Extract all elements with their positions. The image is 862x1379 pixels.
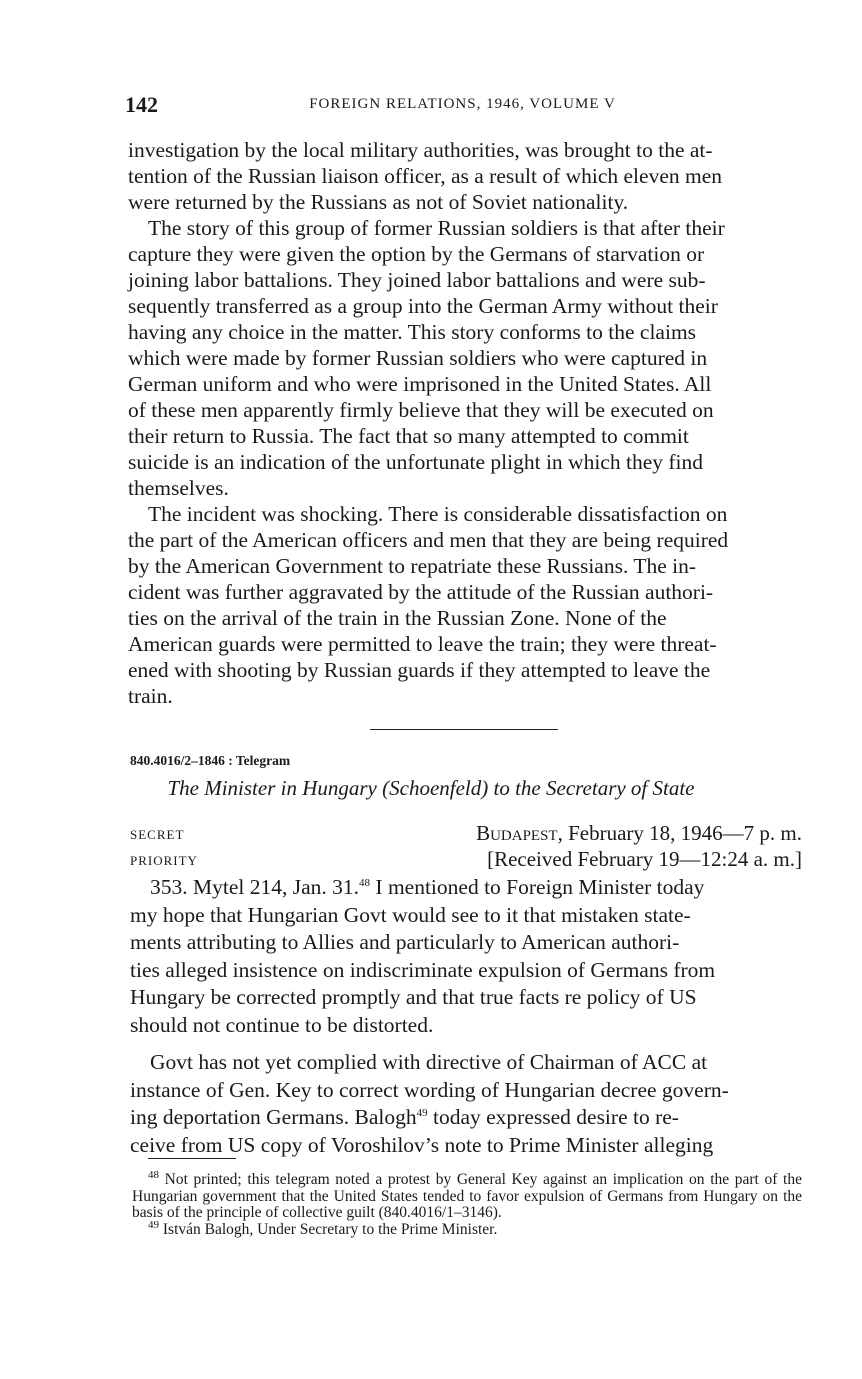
text-line: joining labor battalions. They joined labor battalions and were sub- [128, 268, 706, 292]
text-line: Govt has not yet complied with directive of Chairman of ACC at [150, 1050, 708, 1074]
footnote-text: Not printed; this telegram noted a protest by General Key against an implication on the part of the Hungarian government that the United States tended to favor expulsion of Germans from Hungary on the basis of the principle of collective guilt (840.4016/1–3146). [132, 1171, 802, 1221]
text-line: were returned by the Russians as not of Soviet nationality. [128, 190, 629, 214]
text-line: I mentioned to Foreign Minister today [370, 875, 705, 899]
caption-name: Schoenfeld [389, 776, 482, 800]
text-line: American guards were permitted to leave the train; they were threat- [128, 632, 717, 656]
priority-row [130, 847, 802, 873]
footnote-49 [132, 1218, 802, 1239]
priority-label: PRIORITY [130, 853, 198, 868]
text-line: should not continue to be distorted. [130, 1012, 434, 1037]
telegram-body [130, 874, 802, 1159]
received-time: [Received February 19—12:24 a. m.] [487, 847, 802, 871]
paragraph-story [128, 215, 798, 501]
footnote-ref: 49 [416, 1106, 428, 1119]
text-line: tention of the Russian liaison officer, as a result of which eleven men [128, 164, 723, 188]
text-line: sequently transferred as a group into the German Army without their [128, 294, 718, 318]
file-number: 840.4016/2–1846 : Telegram [130, 753, 291, 768]
text-line: The incident was shocking. There is considerable dissatisfaction on [148, 502, 728, 526]
text-line: ing deportation Germans. Balogh [130, 1105, 417, 1129]
caption-part: The Minister in Hungary ( [167, 776, 390, 800]
text-line: Hungary be corrected promptly and that true facts re policy of US [130, 985, 697, 1009]
footnote-48 [132, 1168, 802, 1222]
text-line: train. [128, 684, 173, 708]
text-line: German uniform and who were imprisoned in the United States. All [128, 372, 712, 396]
paragraph-incident [128, 501, 798, 709]
page-number: 142 [125, 92, 158, 117]
text-line: ments attributing to Allies and particularly to American authori- [130, 930, 680, 954]
text-line: ties alleged insistence on indiscriminate expulsion of Germans from [130, 957, 716, 982]
footnote-marker: 48 [148, 1168, 159, 1181]
classification-row [130, 821, 802, 847]
text-line: investigation by the local military authorities, was brought to the at- [128, 138, 713, 162]
section-divider [370, 729, 558, 730]
footnote-marker: 49 [148, 1218, 159, 1231]
text-line: ened with shooting by Russian guards if they attempted to leave the [128, 658, 711, 682]
text-line: instance of Gen. Key to correct wording of Hungarian decree govern- [130, 1077, 729, 1102]
text-line: suicide is an indication of the unfortunate plight in which they find [128, 450, 703, 474]
continuation-paragraph [128, 137, 798, 215]
caption-part: ) to the Secretary of State [481, 776, 695, 800]
document-caption [0, 776, 862, 801]
telegram-paragraph [130, 1049, 802, 1159]
text-line: The story of this group of former Russian soldiers is that after their [148, 216, 725, 240]
text-line: ties on the arrival of the train in the Russian Zone. None of the [128, 606, 667, 630]
telegram-paragraph [130, 874, 802, 1039]
text-line: which were made by former Russian soldiers who were captured in [128, 346, 708, 370]
text-line: cident was further aggravated by the attitude of the Russian authori- [128, 580, 714, 604]
text-line: of these men apparently firmly believe that they will be executed on [128, 398, 714, 422]
footnote-text: István Balogh, Under Secretary to the Prime Minister. [162, 1220, 498, 1238]
text-line: by the American Government to repatriate these Russians. The in- [128, 554, 696, 578]
footnotes [132, 1168, 802, 1238]
page-header [125, 92, 800, 122]
footnote-ref: 48 [359, 876, 371, 889]
text-line: 353. Mytel 214, Jan. 31. [150, 875, 360, 899]
text-line: ceive from US copy of Voroshilov’s note to Prime Minister alleging [130, 1132, 714, 1157]
place-date: Budapest, February 18, 1946—7 p. m. [476, 821, 802, 845]
text-line: themselves. [128, 476, 229, 500]
text-line: the part of the American officers and men that they are being required [128, 528, 729, 552]
running-title: FOREIGN RELATIONS, 1946, VOLUME V [309, 96, 616, 112]
text-line: their return to Russia. The fact that so many attempted to commit [128, 424, 689, 448]
text-line: my hope that Hungarian Govt would see to it that mistaken state- [130, 902, 691, 927]
text-line: having any choice in the matter. This story conforms to the claims [128, 320, 697, 344]
footnote-rule [148, 1158, 236, 1159]
text-line: today expressed desire to re- [427, 1105, 679, 1129]
classification-label: SECRET [130, 827, 185, 842]
text-line: capture they were given the option by the Germans of starvation or [128, 242, 705, 266]
